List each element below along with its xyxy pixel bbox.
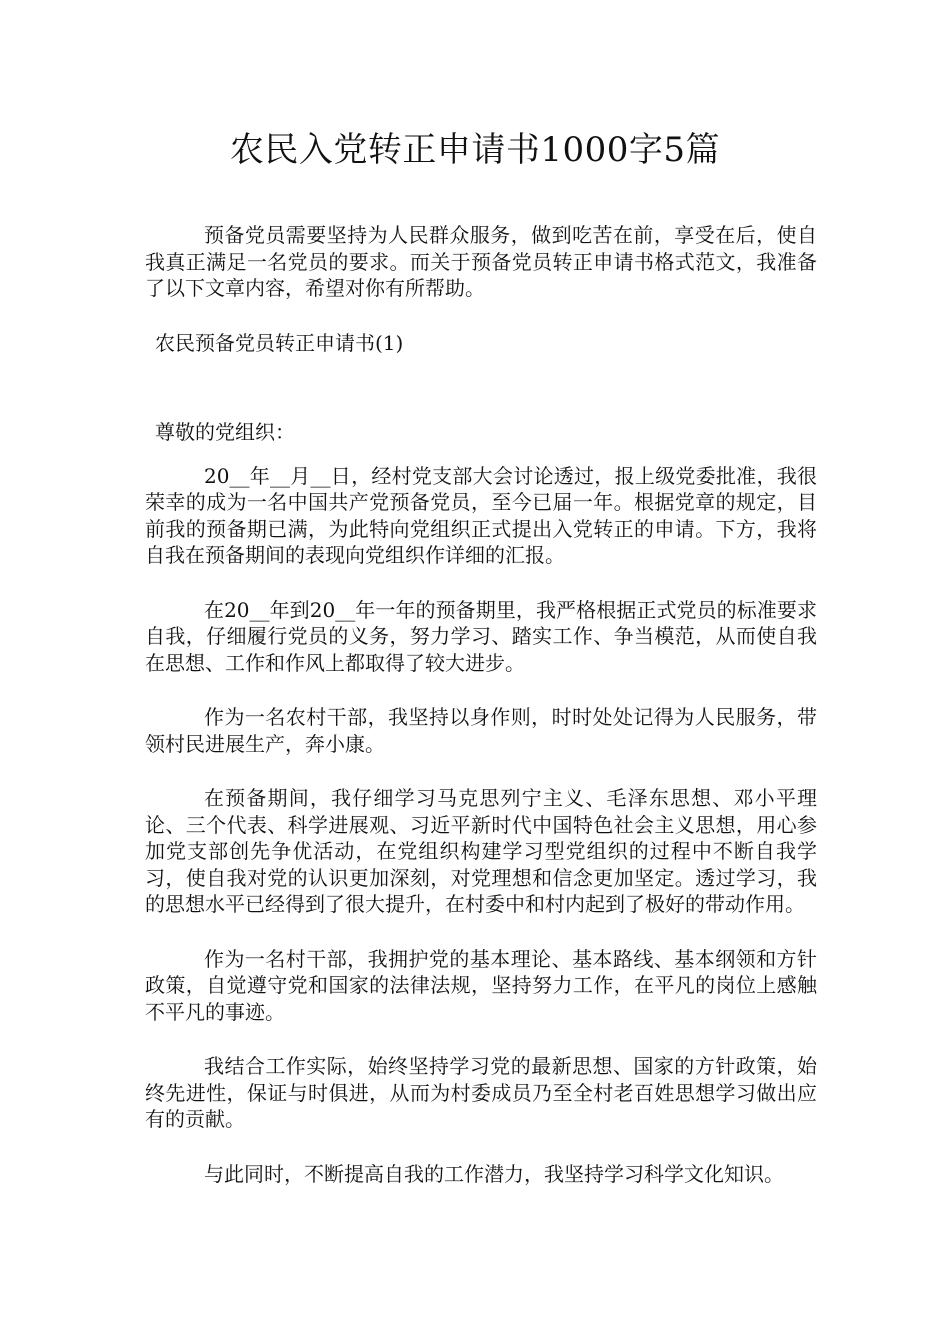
body-paragraph: 在20__年到20__年一年的预备期里，我严格根据正式党员的标准要求自我，仔细履行党员的义务，努力学习、踏实工作、争当模范，从而使自我在思想、工作和作风上都取得了较大进步。 bbox=[145, 597, 817, 675]
body-paragraph: 与此同时，不断提高自我的工作潜力，我坚持学习科学文化知识。 bbox=[204, 1161, 784, 1186]
body-paragraph: 作为一名村干部，我拥护党的基本理论、基本路线、基本纲领和方针政策，自觉遵守党和国家的法律法规，坚持努力工作，在平凡的岗位上感触不平凡的事迹。 bbox=[145, 946, 817, 1024]
salutation: 尊敬的党组织： bbox=[155, 420, 295, 444]
section-heading: 农民预备党员转正申请书(1) bbox=[155, 330, 404, 355]
intro-paragraph: 预备党员需要坚持为人民群众服务，做到吃苦在前，享受在后，使自我真正满足一名党员的要求。而关于预备党员转正申请书格式范文，我准备了以下文章内容，希望对你有所帮助。 bbox=[145, 223, 817, 300]
document-title: 农民入党转正申请书1000字5篇 bbox=[229, 130, 721, 170]
document-body bbox=[145, 222, 817, 1215]
body-paragraph: 在预备期间，我仔细学习马克思列宁主义、毛泽东思想、邓小平理论、三个代表、科学进展观、习近平新时代中国特色社会主义思想，用心参加党支部创先争优活动，在党组织构建学习型党组织的过程中不断自我学习，使自我对党的认识更加深刻，对党理想和信念更加坚定。透过学习，我的思想水平已经得到了很大提升，在村委中和村内起到了极好的带动作用。 bbox=[145, 786, 817, 916]
body-paragraph: 我结合工作实际，始终坚持学习党的最新思想、国家的方针政策，始终先进性，保证与时俱进，从而为村委成员乃至全村老百姓思想学习做出应有的贡献。 bbox=[145, 1054, 817, 1131]
body-paragraph: 作为一名农村干部，我坚持以身作则，时时处处记得为人民服务，带领村民进展生产，奔小康。 bbox=[145, 705, 817, 756]
body-paragraph: 20__年__月__日，经村党支部大会讨论透过，报上级党委批准，我很荣幸的成为一名中国共产党预备党员，至今已届一年。根据党章的规定，目前我的预备期已满，为此特向党组织正式提出入党转正的申请。下方，我将自我在预备期间的表现向党组织作详细的汇报。 bbox=[145, 463, 817, 567]
